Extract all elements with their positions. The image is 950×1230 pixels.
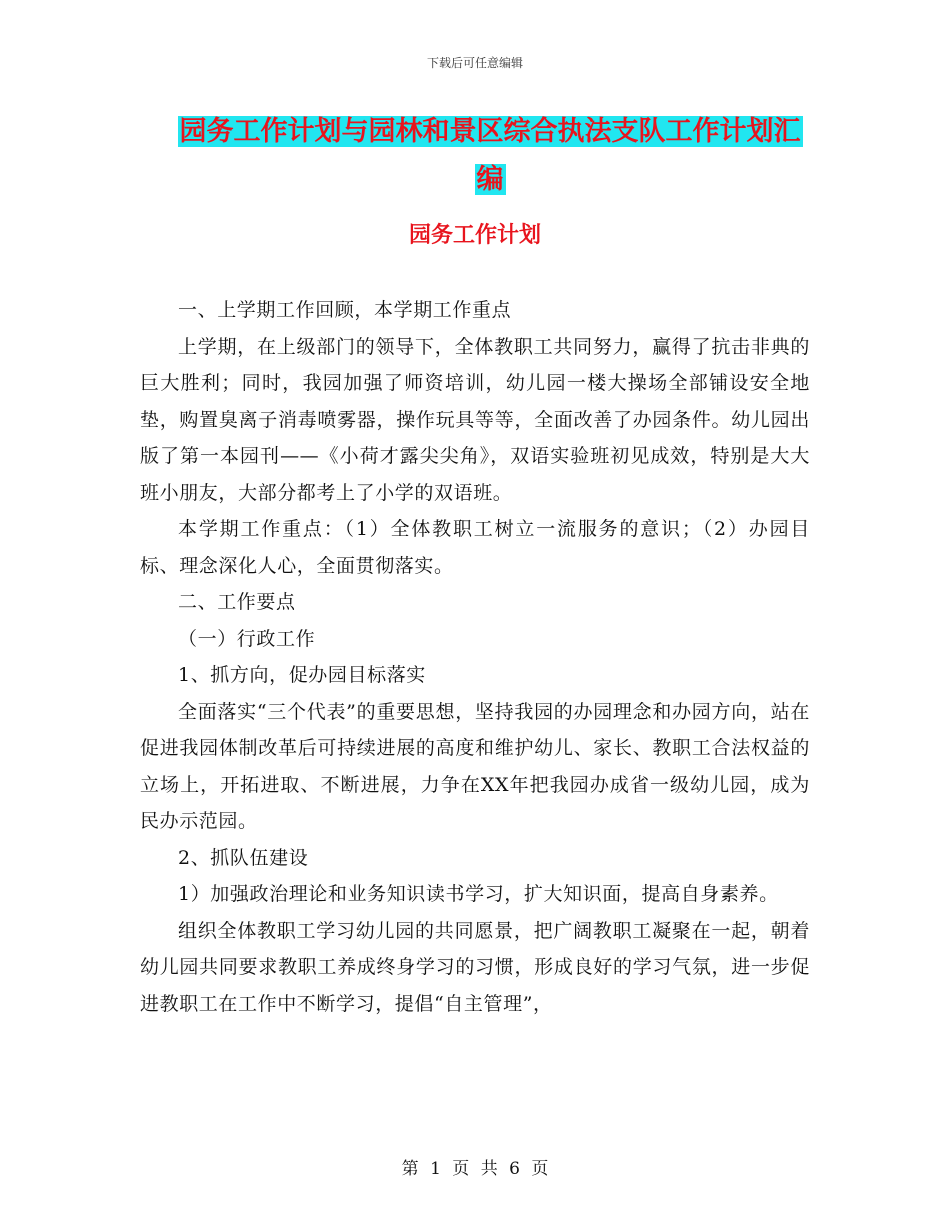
- paragraph: 1）加强政治理论和业务知识读书学习，扩大知识面，提高自身素养。: [178, 883, 779, 905]
- document-body: [140, 292, 810, 1022]
- page-footer: 第 1 页 共 6 页: [401, 1159, 549, 1179]
- paragraph: 2、抓队伍建设: [178, 846, 309, 869]
- paragraph: 1、抓方向，促办园目标落实: [178, 664, 426, 686]
- paragraph: （一）行政工作: [178, 627, 316, 650]
- header-note: 下载后可任意编辑: [426, 56, 523, 70]
- paragraph: 一、上学期工作回顾，本学期工作重点: [178, 299, 512, 321]
- document-title-line-2: 编: [476, 164, 504, 195]
- paragraph: 全面落实“三个代表”的重要思想，坚持我园的办园理念和办园方向，站在促进我园体制改革后可持续进展的高度和维护幼儿、家长、教职工合法权益的立场上，开拓进取、不断进展，力争在XX年把我园办成省一级幼儿园，成为民办示范园。: [140, 700, 810, 832]
- document-title-line-1: 园务工作计划与园林和景区综合执法支队工作计划汇: [179, 116, 801, 147]
- document-title: [150, 108, 830, 204]
- section-title: 园务工作计划: [408, 223, 541, 248]
- paragraph: 二、工作要点: [178, 591, 296, 613]
- paragraph: 上学期，在上级部门的领导下，全体教职工共同努力，赢得了抗击非典的巨大胜利；同时，我园加强了师资培训，幼儿园一楼大操场全部铺设安全地垫，购置臭离子消毒喷雾器，操作玩具等等，全面改善了办园条件。幼儿园出版了第一本园刊——《小荷才露尖尖角》，双语实验班初见成效，特别是大大班小朋友，大部分都考上了小学的双语班。: [140, 335, 810, 504]
- paragraph: 本学期工作重点：（1）全体教职工树立一流服务的意识；（2）办园目标、理念深化人心，全面贯彻落实。: [140, 518, 810, 577]
- paragraph: 组织全体教职工学习幼儿园的共同愿景，把广阔教职工凝聚在一起，朝着幼儿园共同要求教职工养成终身学习的习惯，形成良好的学习气氛，进一步促进教职工在工作中不断学习，提倡“自主管理”，: [140, 919, 810, 1015]
